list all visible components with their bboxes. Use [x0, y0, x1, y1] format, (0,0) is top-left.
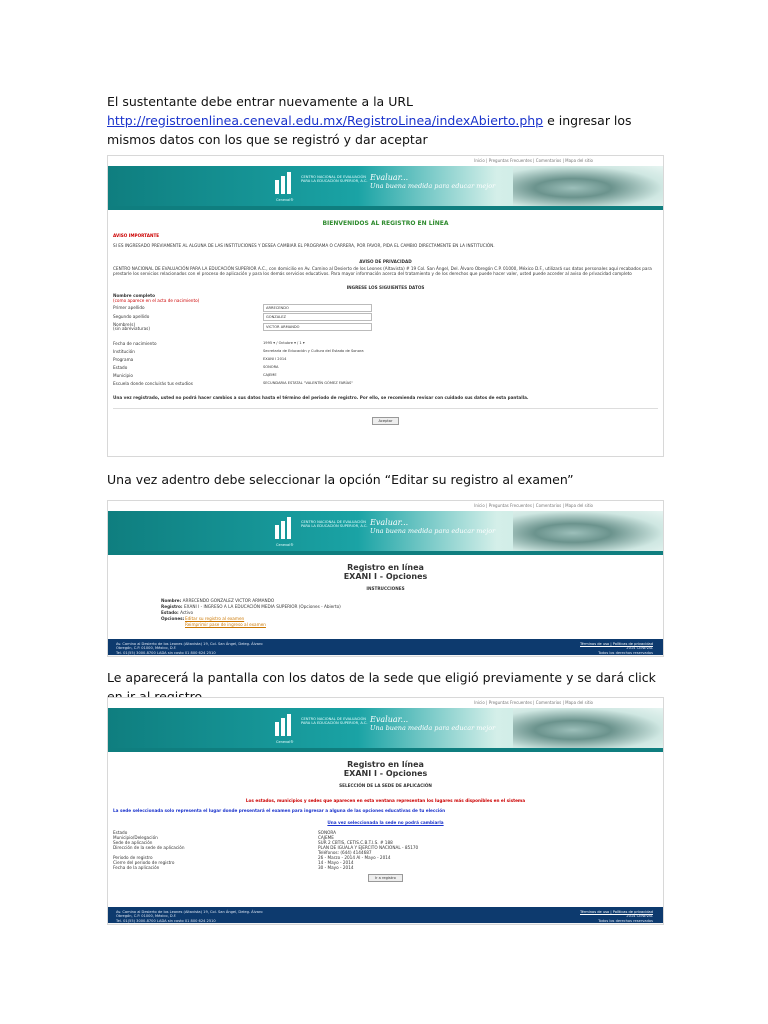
banner-photo	[513, 166, 663, 206]
page-title-line2: EXANI I - Opciones	[343, 769, 428, 778]
step2-paragraph: Una vez adentro debe seleccionar la opción “Editar su registro al examen”	[107, 472, 574, 487]
venue-site-value: SUR 2 CBTIS, CETIS.C.B.T.I.S. # 188	[318, 840, 393, 845]
name-label: Nombre:	[161, 598, 182, 603]
registration-url-link[interactable]: http://registroenlinea.ceneval.edu.mx/RegistroLinea/indexAbierto.php	[107, 113, 544, 128]
program-row	[113, 355, 658, 363]
top-nav: Inicio | Preguntas Frecuentes | Comentarios | Mapa del sitio	[108, 501, 663, 511]
second-last-name-input[interactable]: GONZALEZ	[263, 313, 372, 321]
footer-address-line3: Tel. 01(55) 3000-8700 LADA sin costo 01 800 624 2510	[116, 918, 216, 923]
first-name-row	[113, 321, 658, 333]
page-title	[113, 752, 658, 778]
first-name-input[interactable]: VICTOR ARMANDO	[263, 323, 372, 331]
state-row	[113, 363, 658, 371]
municipality-label: Municipio	[113, 372, 133, 378]
intro-url-suffix: e ingresar los mismos datos con los que se registró y dar aceptar	[107, 113, 632, 147]
second-last-name-label: Segundo apellido	[113, 314, 150, 319]
footer-address-line2: Obregón, C.P. 01000, México, D.F.	[116, 646, 177, 651]
venue-site-label: Sede de aplicación	[113, 840, 153, 845]
ceneval-label: Ceneval®	[276, 198, 294, 202]
last-name-input[interactable]: ARRECENDO	[263, 304, 372, 312]
venue-state-label: Estado	[113, 830, 128, 835]
logo-text: CENTRO NACIONAL DE EVALUACIÓN PARA LA EDUCACIÓN SUPERIOR, A.C.	[301, 717, 368, 726]
program-label: Programa	[113, 356, 134, 362]
school-label: Escuela donde concluirás tus estudios	[113, 380, 193, 386]
footer-links	[580, 910, 653, 923]
registration-close-label: Cierre del periodo de registro	[113, 860, 175, 865]
venue-state-value: SONORA	[318, 830, 336, 835]
header-banner	[108, 511, 663, 551]
registration-value: EXANI I - INGRESO A LA EDUCACIÓN MEDIA SUPERIOR (Opciones - Abierto)	[183, 604, 341, 609]
page-footer	[108, 907, 663, 923]
slogan-title: Evaluar...	[370, 518, 409, 527]
options-content	[108, 555, 663, 639]
birthdate-row	[113, 339, 658, 347]
ceneval-logo-icon	[273, 517, 295, 543]
name-value: ARRECENDO GONZALEZ VICTOR ARMANDO	[182, 598, 275, 603]
second-last-name-row	[113, 312, 658, 321]
slogan-subtitle: Una buena medida para educar mejor	[370, 527, 496, 535]
last-name-label: Primer apellido	[113, 305, 145, 310]
page-title-line2: EXANI I - Opciones	[343, 572, 428, 581]
accept-button[interactable]: Aceptar	[372, 417, 400, 425]
exam-date-value: 30 - Mayo - 2014	[318, 865, 354, 870]
reprint-pass-link[interactable]: Reimprimir pase de ingreso al examen	[185, 622, 266, 627]
venue-details	[113, 830, 658, 870]
instructions-title: INSTRUCCIONES	[366, 586, 405, 591]
slogan	[370, 519, 495, 535]
venue-selection-title: SELECCIÓN DE LA SEDE DE APLICACIÓN	[339, 783, 432, 788]
venue-blue-note: La sede seleccionada solo representa el lugar donde presentará el examen para ingresar a alguna de las opciones educativas de tu elección	[113, 808, 446, 813]
status-value: Activo	[180, 610, 194, 615]
top-nav: Inicio | Preguntas Frecuentes | Comentarios | Mapa del sitio	[108, 698, 663, 708]
last-name-row	[113, 303, 658, 312]
options-screenshot	[107, 500, 664, 657]
footer-rights: Todos los derechos reservados	[598, 650, 653, 655]
full-name-title: Nombre completo	[113, 293, 155, 298]
birthdate-select[interactable]: 1995 ▾ / Octubre ▾ / 1 ▾	[263, 341, 305, 345]
municipality-select[interactable]: CAJEME	[263, 373, 277, 377]
slogan-subtitle: Una buena medida para educar mejor	[370, 724, 496, 732]
slogan-subtitle: Una buena medida para educar mejor	[370, 182, 496, 190]
slogan-title: Evaluar...	[370, 173, 409, 182]
municipality-row	[113, 371, 658, 379]
institution-row	[113, 347, 658, 355]
options-label: Opciones:	[161, 616, 185, 621]
first-name-label: Nombre(s) (sin abreviaturas)	[113, 321, 151, 331]
slogan-title: Evaluar...	[370, 715, 409, 724]
status-label: Estado:	[161, 610, 179, 615]
birthdate-label: Fecha de nacimiento	[113, 340, 157, 346]
ceneval-logo-icon	[273, 714, 295, 740]
logo-text: CENTRO NACIONAL DE EVALUACIÓN PARA LA EDUCACIÓN SUPERIOR, A.C.	[301, 520, 368, 529]
venue-locked-link[interactable]: Una vez seleccionada la sede no podrá cambiarla	[327, 820, 444, 825]
banner-photo	[513, 708, 663, 748]
footer-address-line3: Tel. 01(55) 3000-8700 LADA sin costo 01 800 624 2510	[116, 650, 216, 655]
school-select[interactable]: SECUNDARIA ESTATAL "VALENTÍN GÓMEZ FARÍAS"	[263, 381, 353, 385]
important-notice-title: AVISO IMPORTANTE	[113, 233, 160, 238]
edit-registration-link[interactable]: Editar su registro al examen	[185, 616, 245, 621]
registration-label: Registro:	[161, 604, 183, 609]
header-banner	[108, 166, 663, 206]
ceneval-label: Ceneval®	[276, 740, 294, 744]
registration-period-label: Periodo de registro	[113, 855, 153, 860]
welcome-title: BIENVENIDOS AL REGISTRO EN LÍNEA	[322, 220, 449, 227]
footer-address-line1: Av. Camino al Desierto de los Leones (Altavista) 19, Col. San Ángel, Deleg. Álvaro	[116, 910, 263, 914]
ceneval-label: Ceneval®	[276, 543, 294, 547]
state-label: Estado	[113, 364, 128, 370]
venue-phone-value: Teléfonos: (644) 4144687	[318, 850, 372, 855]
venue-address-label: Dirección de la sede de aplicación	[113, 845, 185, 850]
page-title-line1: Registro en línea	[347, 760, 424, 769]
state-select[interactable]: SONORA	[263, 365, 279, 369]
institution-label: Institución	[113, 348, 135, 354]
top-nav: Inicio | Preguntas Frecuentes | Comentarios | Mapa del sitio	[108, 156, 663, 166]
intro-paragraph	[107, 92, 667, 149]
footer-address	[116, 642, 263, 655]
registration-notice: Una vez registrado, usted no podrá hacer cambios a sus datos hasta el término del periodo de registro. Por ello, se recomienda revisar con cuidado sus datos de esta pantalla.	[113, 395, 529, 400]
footer-terms-link[interactable]: Términos de uso | Políticas de privacidad	[580, 642, 653, 646]
school-row	[113, 379, 658, 387]
venue-municipality-value: CAJEME	[318, 835, 334, 840]
registration-period-value: 26 - Marzo - 2014 Al - Mayo - 2014	[318, 855, 391, 860]
footer-copyright: 2014 CENEVAL	[626, 646, 653, 651]
footer-copyright: 2014 CENEVAL	[626, 914, 653, 919]
step3-paragraph: Le aparecerá la pantalla con los datos de la sede que eligió previamente y se dará click	[107, 670, 656, 685]
ceneval-logo-icon	[273, 172, 295, 198]
candidate-info	[161, 598, 658, 628]
footer-links	[580, 642, 653, 655]
registration-form-screenshot	[107, 155, 664, 457]
footer-address-line2: Obregón, C.P. 01000, México, D.F.	[116, 914, 177, 919]
header-banner	[108, 708, 663, 748]
footer-rights: Todos los derechos reservados	[598, 918, 653, 923]
page-title-line1: Registro en línea	[347, 563, 424, 572]
form-content	[108, 210, 663, 456]
venue-address-value: PLAN DE IGUALA Y EJERCITO NACIONAL - 85170	[318, 845, 419, 850]
go-to-registration-button[interactable]: Ir a registro	[368, 874, 403, 882]
privacy-title: AVISO DE PRIVACIDAD	[359, 259, 412, 264]
venue-red-note: Los estados, municipios y sedes que aparecen en esta ventana representan los lugares más disponibles en el sistema	[245, 798, 526, 803]
important-notice-text: SI ES INGRESADO PREVIAMENTE AL ALGUNA DE LAS INSTITUCIONES Y DESEA CAMBIAR EL PROGRAMA O CARRERA, POR FAVOR, PIDA EL CAMBIO DIRECTAMENTE EN LA INSTITUCIÓN.	[113, 243, 495, 248]
page-title	[113, 555, 658, 581]
institution-select[interactable]: Secretaría de Educación y Cultura del Estado de Sonora	[263, 349, 364, 353]
intro-line: El sustentante debe entrar nuevamente a la URL	[107, 94, 413, 109]
exam-date-label: Fecha de la aplicación	[113, 865, 160, 870]
program-select[interactable]: EXANI I 2014	[263, 357, 287, 361]
banner-photo	[513, 511, 663, 551]
registration-close-value: 14 - Mayo - 2014	[318, 860, 354, 865]
slogan	[370, 174, 495, 190]
page-footer	[108, 639, 663, 655]
enter-data-title: INGRESE LOS SIGUIENTES DATOS	[346, 285, 425, 290]
slogan	[370, 716, 495, 732]
venue-content	[108, 752, 663, 907]
venue-screenshot	[107, 697, 664, 925]
footer-terms-link[interactable]: Términos de uso | Políticas de privacidad	[580, 910, 653, 914]
footer-address-line1: Av. Camino al Desierto de los Leones (Altavista) 19, Col. San Ángel, Deleg. Álvaro	[116, 642, 263, 646]
footer-address	[116, 910, 263, 923]
venue-municipality-label: Municipio/Delegación	[113, 835, 158, 840]
intro-url-line	[107, 111, 667, 149]
privacy-text: CENTRO NACIONAL DE EVALUACIÓN PARA LA EDUCACIÓN SUPERIOR A.C., con domicilio en Av. Camino al Desierto de los Leones (Altavista) # 19 Col. San Ángel, Del. Álvaro Obregón C.P. 01000, México D.F., utilizará sus datos personales aquí recabados para prestarle los servicios relacionados con el proceso de aplicación y para los demás servicios educativos. Para mayor información acerca del tratamiento y de los derechos que puede hacer valer, usted puede acceder al aviso de privacidad completo	[113, 266, 652, 276]
full-name-note: (como aparece en el acta de nacimiento)	[113, 298, 200, 303]
logo-text: CENTRO NACIONAL DE EVALUACIÓN PARA LA EDUCACIÓN SUPERIOR, A.C.	[301, 175, 368, 184]
